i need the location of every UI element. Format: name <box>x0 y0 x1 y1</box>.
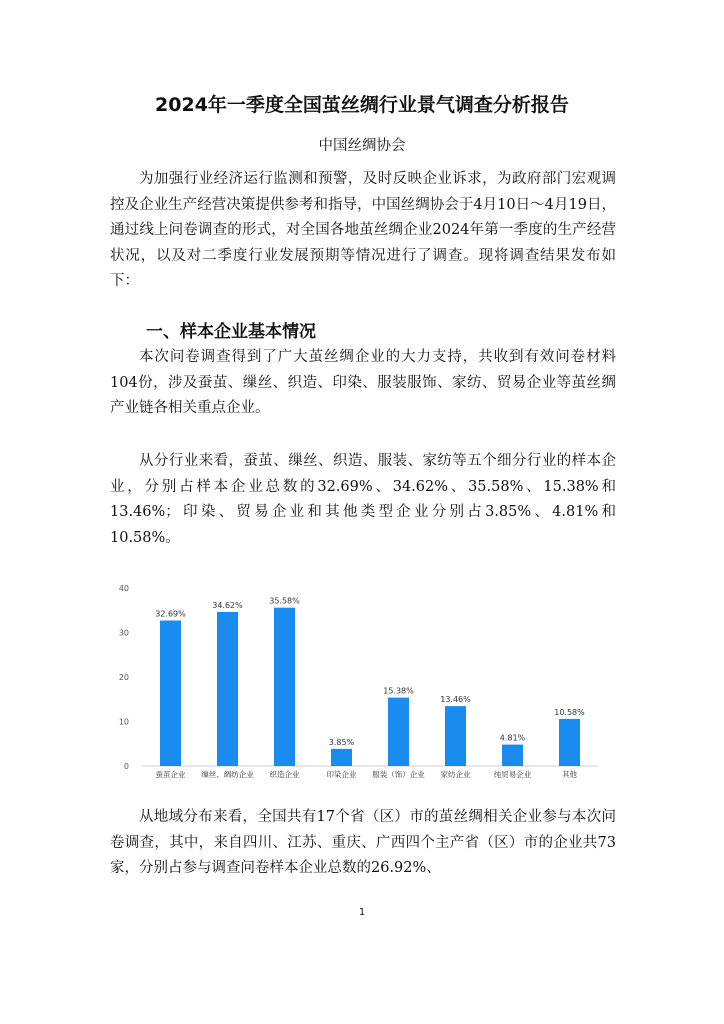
bar <box>160 621 181 766</box>
bar <box>559 719 580 766</box>
x-tick-label: 纯贸易企业 <box>493 770 532 779</box>
y-tick-label: 20 <box>118 673 129 682</box>
y-tick-label: 0 <box>123 762 129 771</box>
bar <box>445 706 466 766</box>
industry-share-bar-chart <box>110 578 610 788</box>
x-tick-label: 织造企业 <box>269 770 300 779</box>
bar <box>331 749 352 766</box>
bar <box>388 698 409 766</box>
data-label: 10.58% <box>554 707 585 717</box>
x-tick-label: 缫丝、绸纺企业 <box>201 770 254 779</box>
data-label: 32.69% <box>155 609 186 619</box>
document-title: 2024年一季度全国茧丝绸行业景气调查分析报告 <box>155 94 569 116</box>
x-tick-label: 家纺企业 <box>440 770 471 779</box>
intro-paragraph: 为加强行业经济运行监测和预警，及时反映企业诉求，为政府部门宏观调控及企业生产经营决策提供参考和指导，中国丝绸协会于4月10日～4月19日，通过线上问卷调查的形式，对全国各地茧丝绸企业2024年第一季度的生产经营状况，以及对二季度行业发展预期等情况进行了调查。现将调查结果发布如下： <box>110 171 616 290</box>
data-label: 3.85% <box>328 737 355 747</box>
y-tick-label: 40 <box>118 584 129 593</box>
paragraph-regional-distribution: 从地域分布来看，全国共有17个省（区）市的茧丝绸相关企业参与本次问卷调查，其中，来自四川、江苏、重庆、广西四个主产省（区）市的企业共73家，分别占参与调查问卷样本企业总数的26.92%、 <box>110 809 616 877</box>
data-label: 35.58% <box>269 596 300 606</box>
x-tick-label: 其他 <box>562 770 577 779</box>
paragraph-sample-overview: 本次问卷调查得到了广大茧丝绸企业的大力支持，共收到有效问卷材料104份，涉及蚕茧、缫丝、织造、印染、服装服饰、家纺、贸易企业等茧丝绸产业链各相关重点企业。 <box>110 349 616 417</box>
data-label: 4.81% <box>499 733 526 743</box>
bar <box>274 608 295 766</box>
data-label: 13.46% <box>440 695 471 705</box>
page-number: 1 <box>358 907 366 918</box>
y-tick-label: 10 <box>118 717 129 727</box>
x-tick-label: 蚕茧企业 <box>155 770 186 779</box>
author-organization: 中国丝绸协会 <box>318 138 406 154</box>
paragraph-industry-breakdown: 从分行业来看，蚕茧、缫丝、织造、服装、家纺等五个细分行业的样本企业，分别占样本企业总数的32.69%、34.62%、35.58%、15.38%和13.46%；印染、贸易企业和其他类型企业分别占3.85%、4.81%和10.58%。 <box>110 453 616 546</box>
data-label: 34.62% <box>212 600 243 610</box>
bar <box>502 745 523 766</box>
y-tick-label: 30 <box>118 628 129 638</box>
x-tick-label: 印染企业 <box>326 770 357 779</box>
x-tick-label: 服装（饰）企业 <box>372 770 425 779</box>
section-heading: 一、样本企业基本情况 <box>146 322 316 342</box>
bar <box>217 612 238 766</box>
data-label: 15.38% <box>383 686 414 696</box>
